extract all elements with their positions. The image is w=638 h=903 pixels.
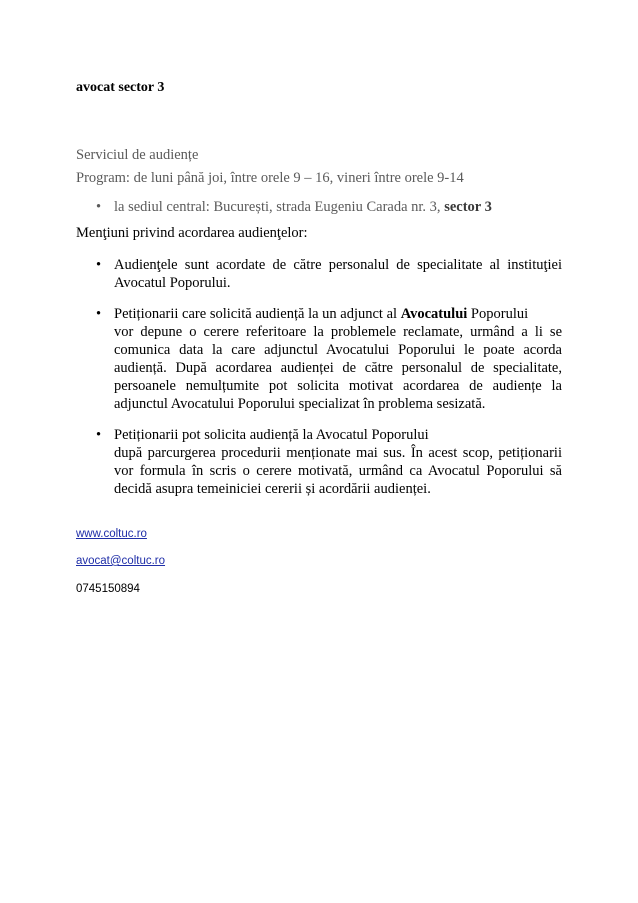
list-item bbox=[96, 305, 562, 413]
item-lead-bold: Avocatului bbox=[400, 306, 468, 322]
location-text bbox=[114, 199, 492, 216]
mentions-heading: Menţiuni privind acordarea audienţelor: bbox=[76, 225, 308, 241]
list-item bbox=[96, 426, 562, 498]
item-lead-text-end: Poporului bbox=[467, 306, 529, 322]
bullet-icon: • bbox=[96, 257, 102, 273]
page-title: avocat sector 3 bbox=[76, 80, 165, 95]
location-prefix: la sediul central: București, strada Eugeniu Carada nr. 3, bbox=[114, 199, 445, 215]
bullet-icon: • bbox=[96, 306, 102, 322]
mentions-list bbox=[96, 256, 562, 511]
item-lead bbox=[114, 305, 562, 323]
item-body: Audienţele sunt acordate de către personalul de specialitate al instituţiei Avocatul Poporului. bbox=[114, 257, 562, 291]
section-heading: Serviciul de audiențe bbox=[76, 147, 199, 163]
item-lead-text: Petiționarii care solicită audiență la un adjunct al bbox=[114, 306, 401, 322]
phone-number: 0745150894 bbox=[76, 583, 140, 595]
website-link[interactable]: www.coltuc.ro bbox=[76, 528, 147, 540]
location-bold: sector 3 bbox=[444, 199, 492, 215]
bullet-icon: • bbox=[96, 427, 102, 443]
item-body: vor depune o cerere referitoare la problemele reclamate, urmând a li se comunica data la care adjunctul Avocatului Poporului le poate acorda audiență. După acordarea audienței de către personalul de specialitate, persoanele nemulțumite pot solicita motivat acordarea de audiențe la adjunctul Avocatului Poporului specializat în problema sesizată. bbox=[114, 324, 562, 412]
list-item bbox=[96, 256, 562, 292]
bullet-icon: • bbox=[96, 199, 102, 215]
email-link[interactable]: avocat@coltuc.ro bbox=[76, 555, 166, 567]
program-text: Program: de luni până joi, între orele 9 – 16, vineri între orele 9-14 bbox=[76, 170, 464, 186]
item-lead: Petiționarii pot solicita audiență la Avocatul Poporului bbox=[114, 427, 429, 443]
item-body: după parcurgerea procedurii menționate mai sus. În acest scop, petiționarii vor formula în scris o cerere motivată, urmând ca Avocatul Poporului să decidă asupra temeiniciei cererii și acordării audienței. bbox=[114, 445, 562, 497]
